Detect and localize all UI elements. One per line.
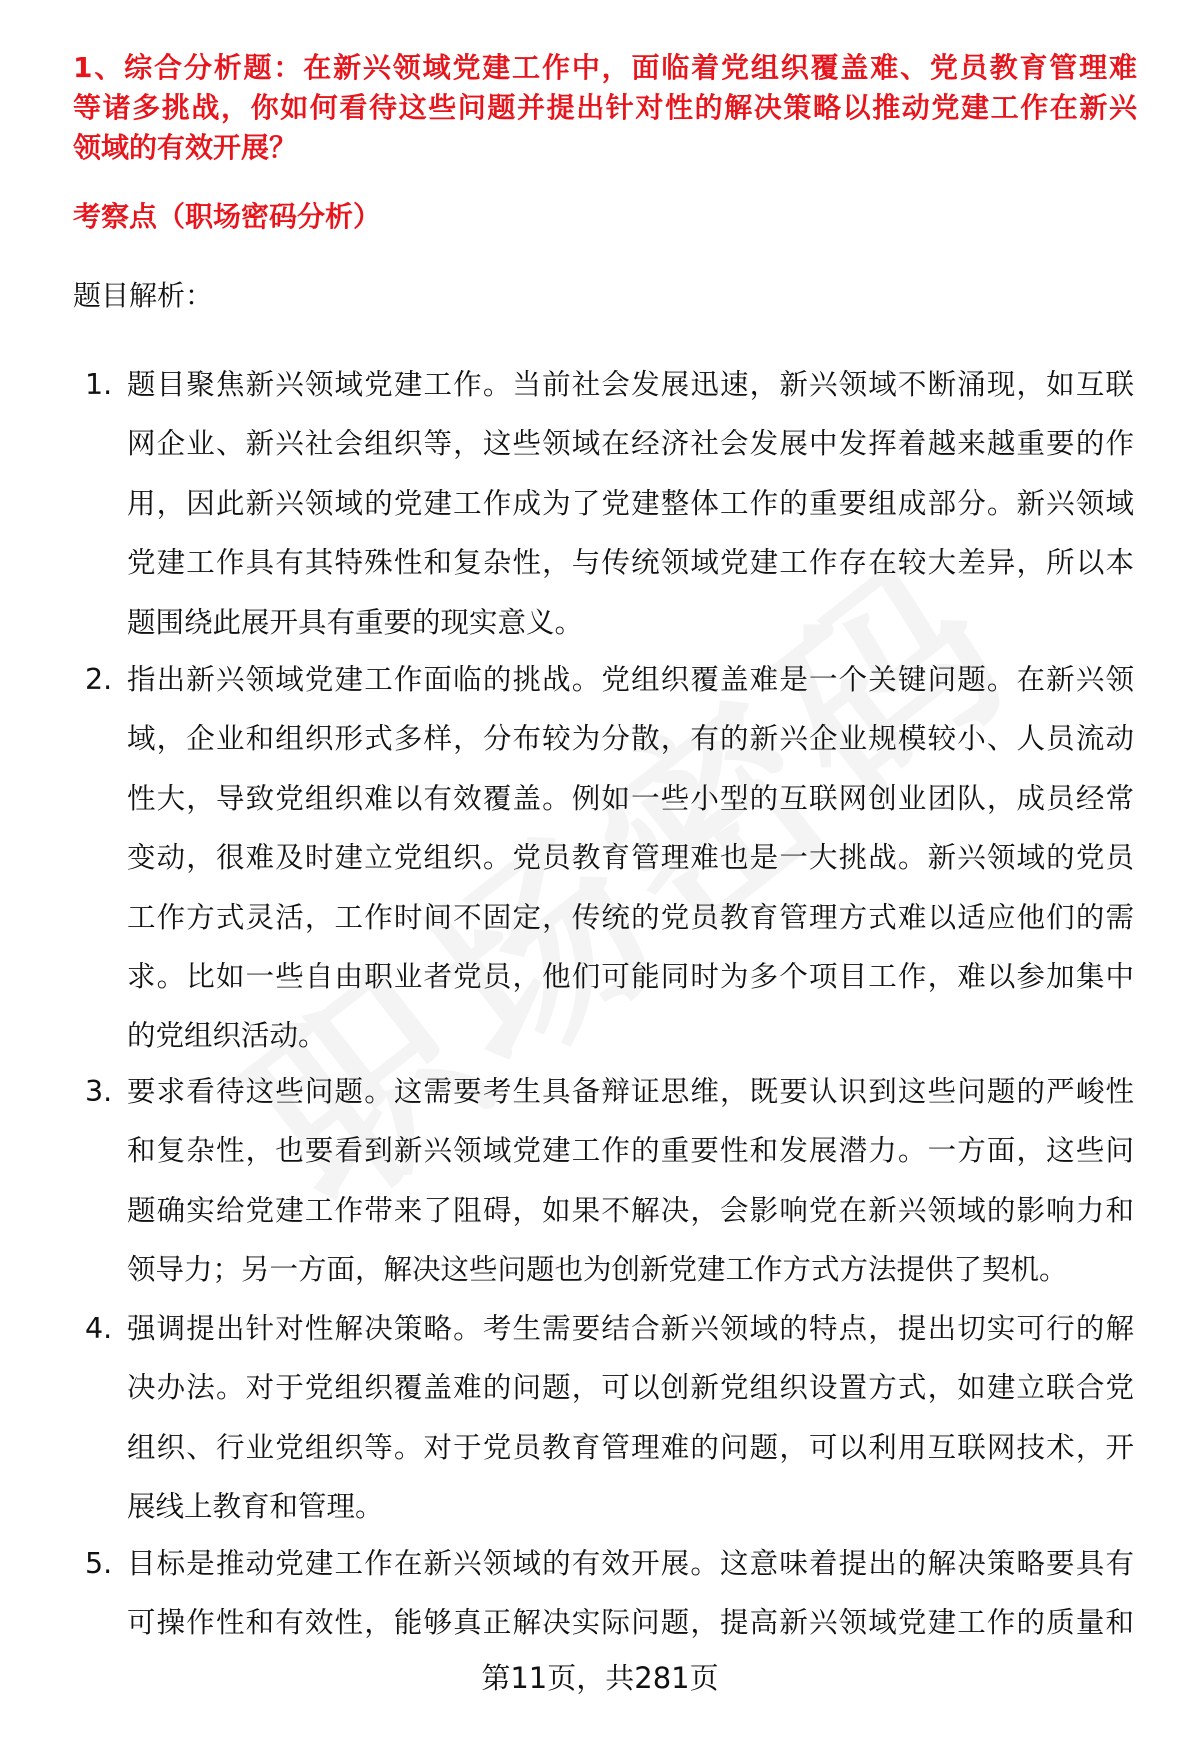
- analysis-label: 题目解析：: [73, 279, 214, 312]
- text-line: 的党组织活动。: [127, 1019, 327, 1053]
- text-line: 组织、行业党组织等。对于党员教育管理难的问题，可以利用互联网技术，开: [127, 1430, 1134, 1464]
- list-number: 2.: [85, 663, 113, 696]
- list-item: [80, 355, 1134, 652]
- question-line: 等诸多挑战，你如何看待这些问题并提出针对性的解决策略以推动党建工作在新兴: [73, 91, 1137, 124]
- list-number: 3.: [85, 1075, 113, 1108]
- text-line: 目标是推动党建工作在新兴领域的有效开展。这意味着提出的解决策略要具有: [127, 1547, 1134, 1580]
- text-line: 网企业、新兴社会组织等，这些领域在经济社会发展中发挥着越来越重要的作: [127, 427, 1134, 461]
- text-line: 要求看待这些问题。这需要考生具备辩证思维，既要认识到这些问题的严峻性: [127, 1075, 1134, 1108]
- text-line: 和复杂性，也要看到新兴领域党建工作的重要性和发展潜力。一方面，这些问: [127, 1134, 1134, 1168]
- text-line: 题目聚焦新兴领域党建工作。当前社会发展迅速，新兴领域不断涌现，如互联: [127, 368, 1134, 401]
- question-line: 1、综合分析题：在新兴领域党建工作中，面临着党组织覆盖难、党员教育管理难: [73, 51, 1137, 84]
- list-number: 5.: [85, 1547, 113, 1580]
- text-line: 题确实给党建工作带来了阻碍，如果不解决，会影响党在新兴领域的影响力和: [127, 1193, 1134, 1227]
- text-line: 性大，导致党组织难以有效覆盖。例如一些小型的互联网创业团队，成员经常: [127, 781, 1134, 815]
- text-line: 指出新兴领域党建工作面临的挑战。党组织覆盖难是一个关键问题。在新兴领: [127, 663, 1134, 696]
- text-line: 求。比如一些自由职业者党员，他们可能同时为多个项目工作，难以参加集中: [127, 960, 1134, 994]
- text-line: 用，因此新兴领域的党建工作成为了党建整体工作的重要组成部分。新兴领域: [127, 486, 1134, 520]
- text-line: 域，企业和组织形式多样，分布较为分散，有的新兴企业规模较小、人员流动: [127, 722, 1134, 756]
- list-number: 1.: [85, 368, 113, 401]
- text-line: 领导力；另一方面，解决这些问题也为创新党建工作方式方法提供了契机。: [127, 1253, 1068, 1287]
- text-line: 变动，很难及时建立党组织。党员教育管理难也是一大挑战。新兴领域的党员: [127, 841, 1134, 875]
- list-number: 4.: [85, 1312, 113, 1345]
- text-line: 强调提出针对性解决策略。考生需要结合新兴领域的特点，提出切实可行的解: [127, 1312, 1134, 1345]
- list-item: [80, 650, 1134, 1066]
- text-line: 展线上教育和管理。: [127, 1490, 384, 1524]
- focus-heading: 考察点（职场密码分析）: [73, 200, 382, 233]
- list-item-text: [127, 650, 1134, 1066]
- list-item-text: [127, 1299, 1134, 1537]
- page-footer: 第11页，共281页: [481, 1661, 719, 1695]
- text-line: 工作方式灵活，工作时间不固定，传统的党员教育管理方式难以适应他们的需: [127, 900, 1134, 934]
- text-line: 决办法。对于党组织覆盖难的问题，可以创新党组织设置方式，如建立联合党: [127, 1371, 1134, 1405]
- text-line: 党建工作具有其特殊性和复杂性，与传统领域党建工作存在较大差异，所以本: [127, 546, 1134, 580]
- question-line: 领域的有效开展？: [73, 131, 298, 164]
- text-line: 题围绕此展开具有重要的现实意义。: [127, 605, 584, 639]
- text-line: 可操作性和有效性，能够真正解决实际问题，提高新兴领域党建工作的质量和: [127, 1606, 1134, 1640]
- list-item-text: [127, 355, 1134, 652]
- question-title: [73, 48, 1137, 168]
- list-item-text: [127, 1534, 1134, 1653]
- list-item: [80, 1062, 1134, 1300]
- list-item: [80, 1534, 1134, 1653]
- list-item: [80, 1299, 1134, 1537]
- list-item-text: [127, 1062, 1134, 1300]
